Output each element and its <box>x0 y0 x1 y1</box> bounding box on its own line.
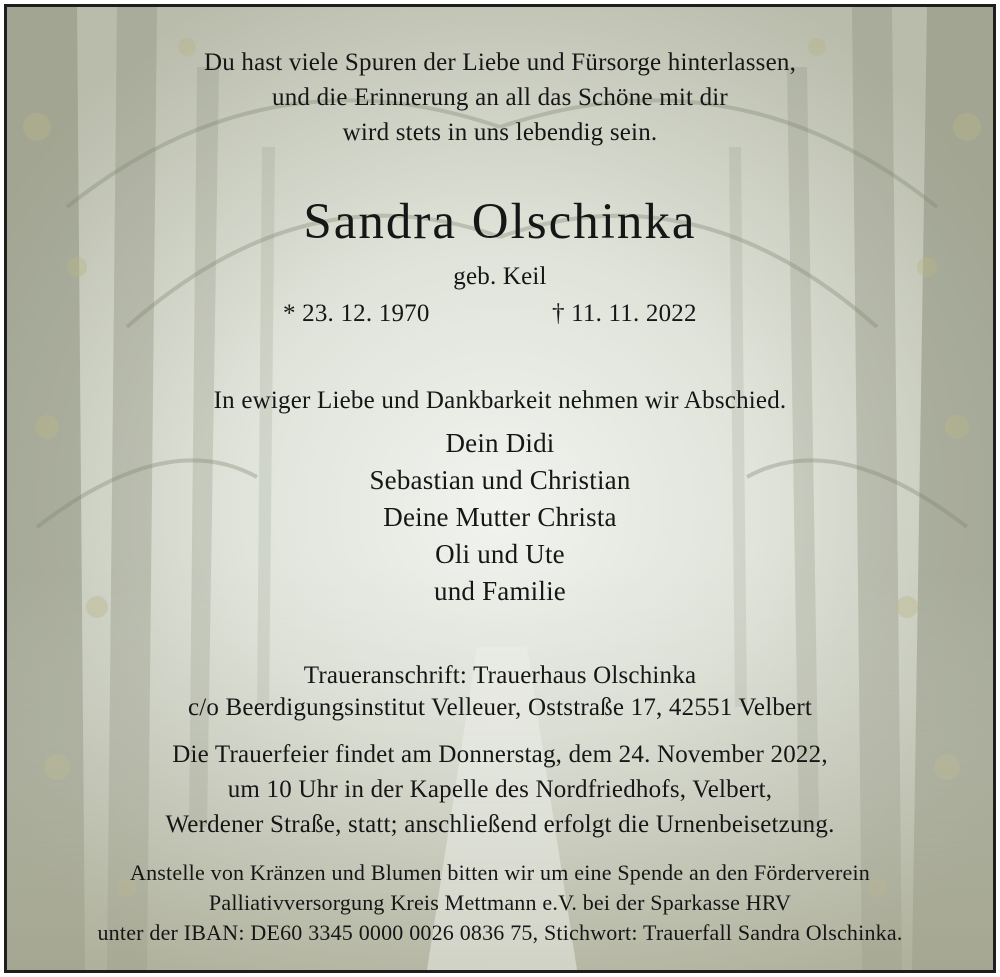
intro-line: wird stets in uns lebendig sein. <box>342 119 658 146</box>
obituary-frame <box>4 4 996 973</box>
intro-line: und die Erinnerung an all das Schöne mit dir <box>272 84 728 111</box>
deceased-name: Sandra Olschinka <box>303 194 697 250</box>
donation-line: unter der IBAN: DE60 3345 0000 0026 0836 75, Stichwort: Trauerfall Sandra Olschinka. <box>97 920 903 945</box>
funeral-service-info <box>7 737 993 842</box>
death-date: † 11. 11. 2022 <box>552 300 697 327</box>
mourners-list <box>7 425 993 610</box>
farewell-line: In ewiger Liebe und Dankbarkeit nehmen wir Abschied. <box>213 387 787 414</box>
address-line: c/o Beerdigungsinstitut Velleuer, Oststraße 17, 42551 Velbert <box>187 694 813 721</box>
service-line: Werdener Straße, statt; anschließend erfolgt die Urnenbeisetzung. <box>165 811 835 838</box>
mourner: Sebastian und Christian <box>369 465 631 495</box>
donation-request <box>7 858 993 948</box>
birth-name: geb. Keil <box>453 263 547 290</box>
mourner: Dein Didi <box>445 428 555 458</box>
mourner: und Familie <box>434 576 566 606</box>
intro-line: Du hast viele Spuren der Liebe und Fürsorge hinterlassen, <box>203 49 797 76</box>
donation-line: Palliativversorgung Kreis Mettmann e.V. bei der Sparkasse HRV <box>208 890 792 915</box>
mourner: Oli und Ute <box>435 539 565 569</box>
mourner: Deine Mutter Christa <box>383 502 617 532</box>
intro-verse <box>7 45 993 150</box>
service-line: Die Trauerfeier findet am Donnerstag, dem 24. November 2022, <box>172 741 828 768</box>
birth-date: * 23. 12. 1970 <box>283 300 430 327</box>
donation-line: Anstelle von Kränzen und Blumen bitten wir um eine Spende an den Förderverein <box>130 860 870 885</box>
address-line: Traueranschrift: Trauerhaus Olschinka <box>303 662 697 689</box>
mourning-address <box>7 660 993 724</box>
service-line: um 10 Uhr in der Kapelle des Nordfriedhofs, Velbert, <box>227 776 773 803</box>
